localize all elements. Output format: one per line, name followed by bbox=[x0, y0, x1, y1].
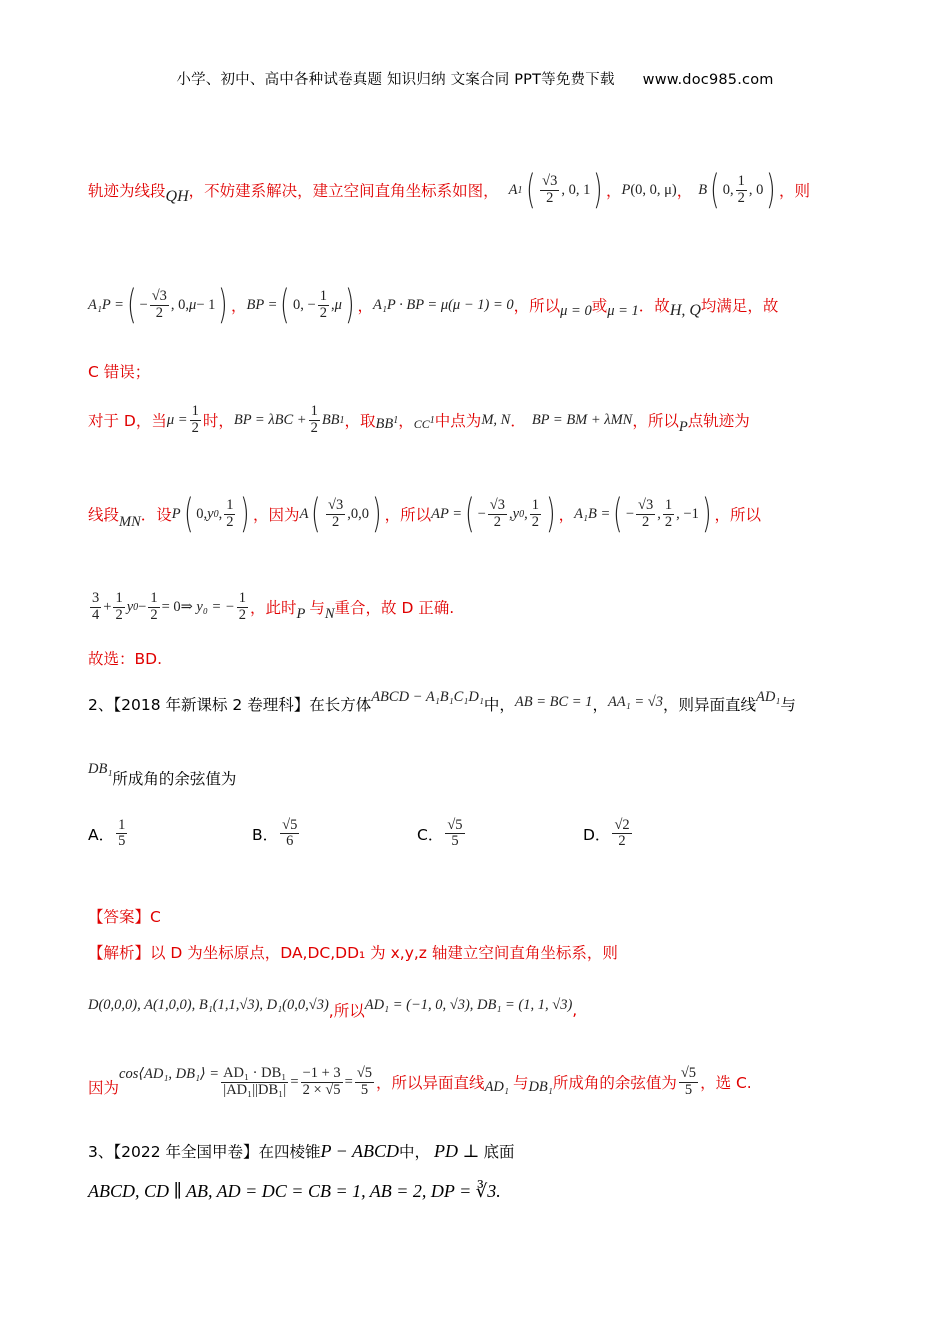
page-header bbox=[0, 68, 950, 89]
solution-line-2: A₁P = ( − $\frac{√3}{2}$ , 0, μ − 1 ) ， BP = ( 0, − $\frac{1}{2}$ , μ ) ， A₁P · BP = μ(μ − 1) = 0 ，所以 μ = 0 或 μ = 1 ．故 H, Q 均满足，故 bbox=[88, 282, 779, 328]
analysis-cosine: 因为 cos⟨AD₁, DB₁⟩ = $\frac{\text{AD₁ · DB₁}}{\text{|AD₁||DB₁|}}$ = $\frac{-1 + 3}{2 \times √5}$ = $\frac{√5}{5}$ ，所以异面直线 AD₁ 与 DB₁ 所成角的余弦值为 $\frac{√5}{5}$ ，选 C. bbox=[88, 1065, 752, 1098]
option-b[interactable]: B． $\frac{√5}{6}$ bbox=[252, 817, 298, 850]
header-title: 小学、初中、高中各种试卷真题 知识归纳 文案合同 PPT等免费下载 bbox=[176, 72, 615, 88]
solution-line-3: C 错误； bbox=[88, 363, 151, 381]
question-3-stem-cont: ABCD, CD ∥ AB, AD = DC = CB = 1, AB = 2, DP = ∛3. bbox=[88, 1180, 501, 1201]
solution-conclusion: 故选：BD. bbox=[88, 650, 162, 668]
question-2-stem: 2、【2018 年新课标 2 卷理科】在长方体 ABCD − A₁B₁C₁D₁ 中， AB = BC = 1 ， AA₁ = √3 ，则异面直线 AD₁ 与 bbox=[88, 688, 796, 714]
question-3-stem: 3、【2022 年全国甲卷】在四棱锥 P − ABCD 中， PD ⊥ 底面 bbox=[88, 1140, 515, 1161]
question-2-stem-cont: DB₁ 所成角的余弦值为 bbox=[88, 760, 237, 788]
solution-line-5: 线段 MN ．设 P ( 0, y 0 , $\frac{1}{2}$ ) ，因为 A ( $\frac{√3}{2}$ ,0,0 ) ，所以 AP = ( − $\frac{√3}{2}$ , y 0 , $\frac{1}{2}$ ) ， A₁B = ( − $\frac{√3}{2}$ , $\frac{1}{2}$ , −1 ) ，所以 bbox=[88, 491, 761, 537]
answer: 【答案】C bbox=[88, 908, 161, 926]
option-c[interactable]: C． $\frac{√5}{5}$ bbox=[417, 817, 463, 850]
option-a[interactable]: A． $\frac{1}{5}$ bbox=[88, 817, 126, 850]
solution-line-6: $\frac{3}{4}$ + $\frac{1}{2}$ y 0 − $\frac{1}{2}$ = 0 ⇒ y₀ = − $\frac{1}{2}$ ，此时 P 与 N 重合，故 D 正确. bbox=[92, 590, 455, 623]
option-d[interactable]: D． $\frac{√2}{2}$ bbox=[583, 817, 630, 850]
solution-line-4: 对于 D，当 μ = $\frac{1}{2}$ 时， BP = λBC + $\frac{1}{2}$ BB 1 ，取 BB 1 ， CC 1 中点为 M, N ． BP = BM + λMN ，所以 P 点轨迹为 bbox=[88, 403, 750, 436]
analysis-coords: D(0,0,0), A(1,0,0), B₁(1,1,√3), D₁(0,0,√3) ,所以 AD₁ = (−1, 0, √3), DB₁ = (1, 1, √3) , bbox=[88, 996, 578, 1020]
header-url: www.doc985.com bbox=[642, 72, 774, 88]
analysis: 【解析】以 D 为坐标原点，DA,DC,DD₁ 为 x,y,z 轴建立空间直角坐标系，则 bbox=[88, 944, 618, 962]
solution-line-1: 轨迹为线段 QH ，不妨建系解决，建立空间直角坐标系如图， A 1 ( $\frac{√3}{2}$ , 0, 1 ) ， P (0, 0, μ) ， B ( 0, $\frac{1}{2}$ , 0 ) ，则 bbox=[88, 167, 810, 213]
